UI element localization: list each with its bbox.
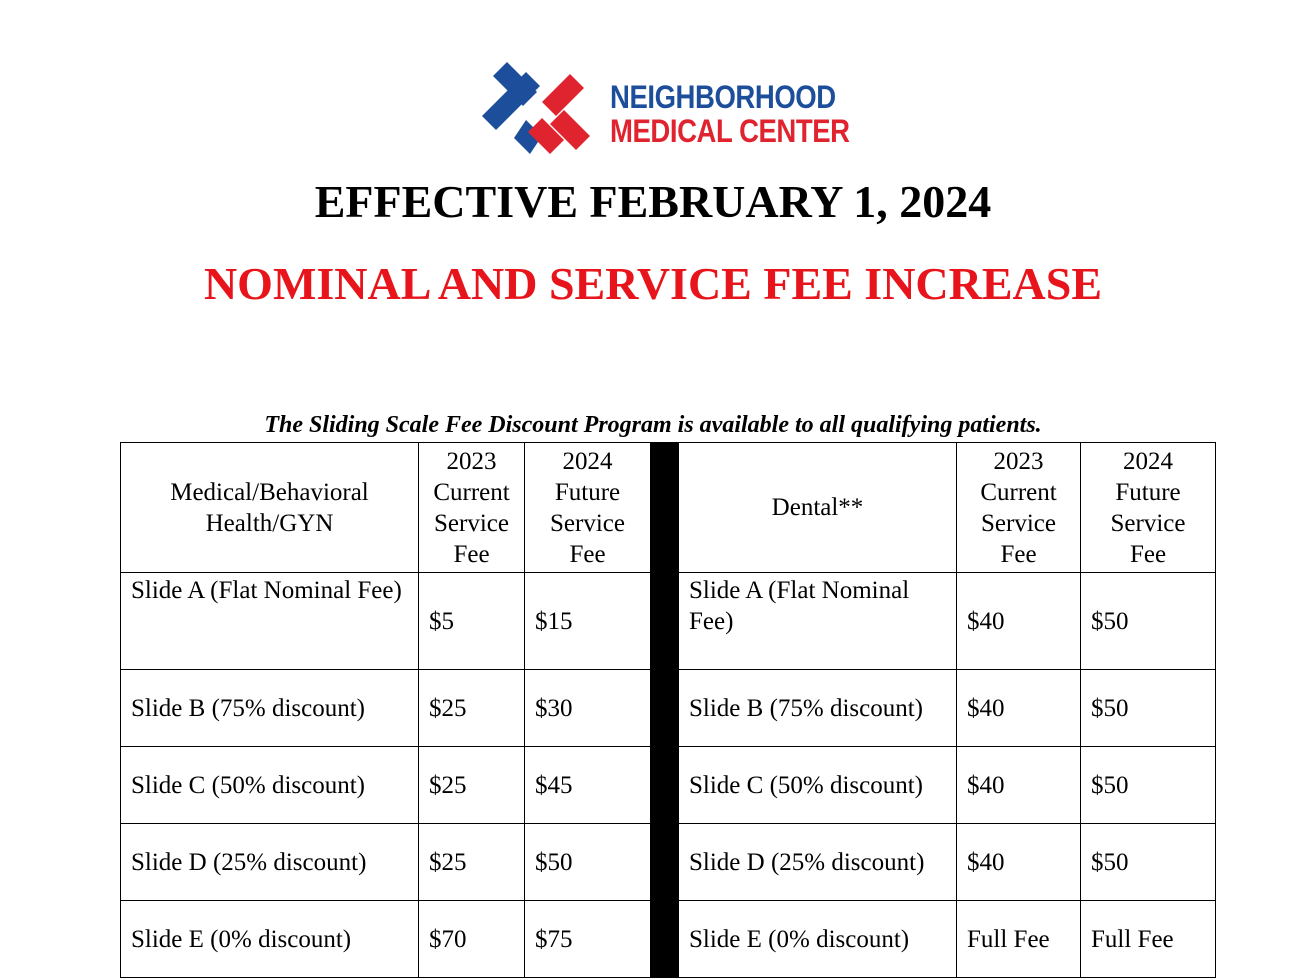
header-line: 2023: [993, 447, 1044, 475]
header-line: 2024: [562, 447, 613, 475]
header-line: Future: [1115, 478, 1181, 506]
dental-2023-fee: $40: [957, 573, 1081, 670]
dental-2024-fee: $50: [1081, 824, 1216, 901]
medical-2023-fee: $5: [419, 573, 525, 670]
header-line: Fee: [1129, 540, 1167, 568]
header-line: Fee: [569, 540, 606, 568]
logo-wordmark: [610, 80, 850, 148]
logo-line1: NEIGHBORHOOD: [610, 79, 836, 115]
medical-2023-fee: $25: [419, 824, 525, 901]
medical-2024-fee: $50: [525, 824, 651, 901]
header-line: 2024: [1123, 447, 1173, 475]
dental-2023-fee: Full Fee: [957, 901, 1081, 978]
dental-slide-label: Slide C (50% discount): [679, 747, 957, 824]
effective-date-title: EFFECTIVE FEBRUARY 1, 2024: [314, 176, 992, 227]
medical-2023-fee: $25: [419, 670, 525, 747]
medical-2023-fee: $25: [419, 747, 525, 824]
medical-slide-label: Slide A (Flat Nominal Fee): [121, 573, 419, 670]
medical-slide-label: Slide D (25% discount): [121, 824, 419, 901]
dental-2024-fee: $50: [1081, 747, 1216, 824]
dental-2024-fee: $50: [1081, 573, 1216, 670]
header-line: Service: [550, 509, 625, 537]
dental-2024-fee: $50: [1081, 670, 1216, 747]
sliding-scale-note: The Sliding Scale Fee Discount Program is available to all qualifying patients.: [264, 412, 1042, 438]
table-header-row: [121, 443, 1216, 573]
dental-2023-fee: $40: [957, 670, 1081, 747]
dental-2023-fee: $40: [957, 747, 1081, 824]
header-line: Current: [980, 478, 1057, 506]
dental-2023-fee: $40: [957, 824, 1081, 901]
dental-header: Dental**: [679, 443, 957, 573]
dental-slide-label: Slide B (75% discount): [679, 670, 957, 747]
dental-slide-label: Slide A (Flat Nominal Fee): [679, 573, 957, 670]
header-line: Service: [981, 509, 1056, 537]
header-line: Current: [433, 478, 510, 506]
logo: [480, 60, 850, 160]
fee-table: [120, 442, 1216, 978]
header-line: 2023: [446, 447, 497, 475]
table-separator: [651, 443, 679, 978]
medical-slide-label: Slide E (0% discount): [121, 901, 419, 978]
header-line: Fee: [1000, 540, 1037, 568]
header-line: Future: [554, 478, 621, 506]
medical-2024-fee: $75: [525, 901, 651, 978]
medical-slide-label: Slide B (75% discount): [121, 670, 419, 747]
medical-2024-fee: $30: [525, 670, 651, 747]
header-line: Service: [1110, 509, 1186, 537]
medical-header: Medical/Behavioral Health/GYN: [121, 443, 419, 573]
dental-2023-header: [957, 443, 1081, 573]
dental-slide-label: Slide D (25% discount): [679, 824, 957, 901]
medical-2024-header: [525, 443, 651, 573]
dental-2024-header: [1081, 443, 1216, 573]
dental-slide-label: Slide E (0% discount): [679, 901, 957, 978]
header-line: Fee: [453, 540, 490, 568]
medical-2023-fee: $70: [419, 901, 525, 978]
medical-2024-fee: $15: [525, 573, 651, 670]
dental-2024-fee: Full Fee: [1081, 901, 1216, 978]
logo-line2: MEDICAL CENTER: [610, 113, 850, 149]
cross-logo-icon: [480, 60, 605, 160]
fee-increase-title: NOMINAL AND SERVICE FEE INCREASE: [203, 258, 1103, 309]
medical-2024-fee: $45: [525, 747, 651, 824]
medical-slide-label: Slide C (50% discount): [121, 747, 419, 824]
medical-2023-header: [419, 443, 525, 573]
header-line: Service: [434, 509, 509, 537]
